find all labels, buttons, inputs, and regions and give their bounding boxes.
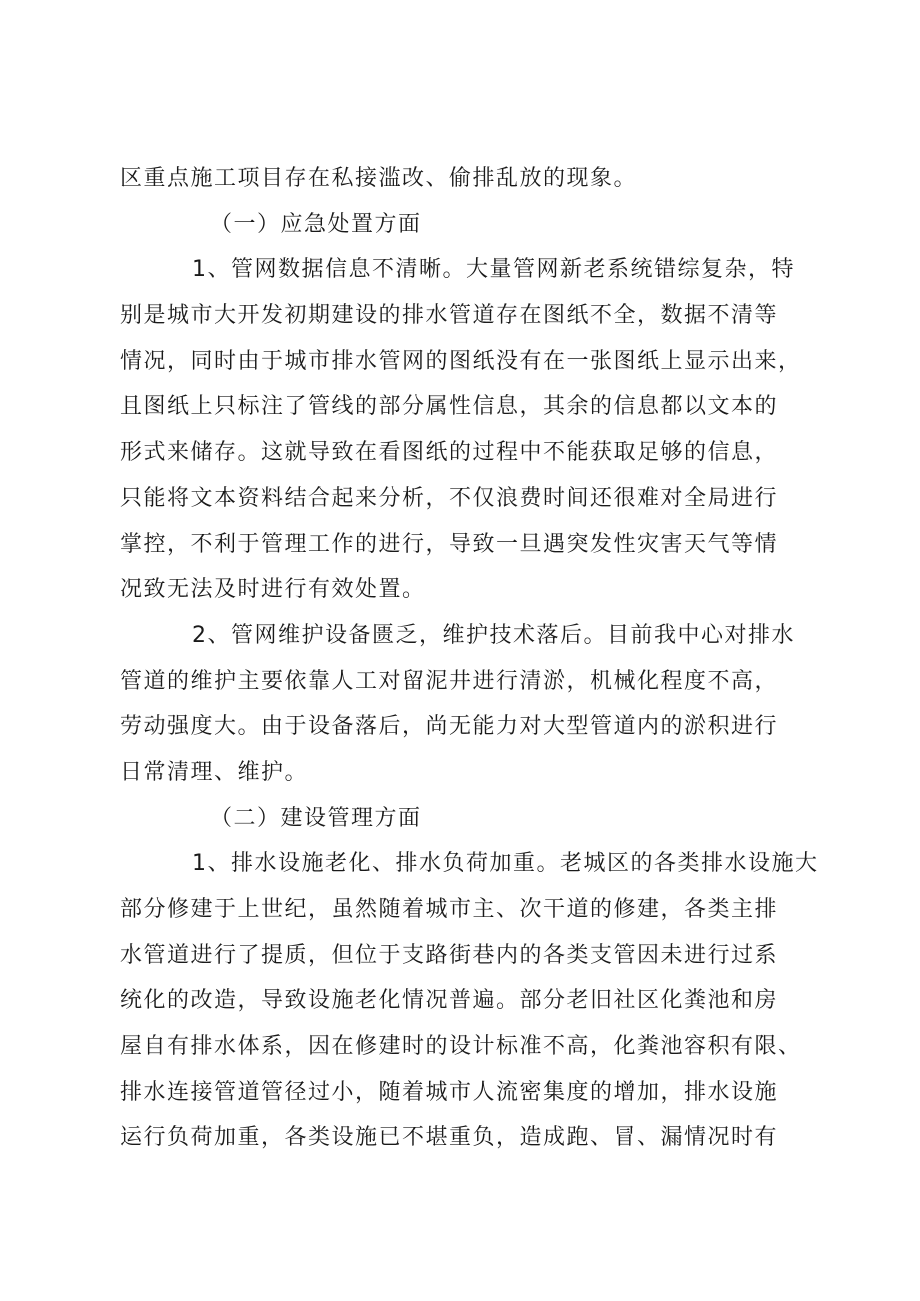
paragraph-line: 2、管网维护设备匮乏，维护技术落后。目前我中心对排水 [192,622,795,648]
paragraph-line: 屋自有排水体系，因在修建时的设计标准不高，化粪池容积有限、 [120,1034,802,1060]
paragraph-line: 1、管网数据信息不清晰。大量管网新老系统错综复杂，特 [192,257,795,283]
paragraph-line: 水管道进行了提质，但位于支路街巷内的各类支管因未进行过系 [120,942,779,968]
paragraph-line: 管道的维护主要依靠人工对留泥井进行清淤，机械化程度不高， [120,668,779,694]
section-heading: （一）应急处置方面 [210,211,422,237]
paragraph-line: 劳动强度大。由于设备落后，尚无能力对大型管道内的淤积进行 [120,714,779,740]
paragraph-line: 统化的改造，导致设施老化情况普遍。部分老旧社区化粪池和房 [120,988,779,1014]
section-heading: （二）建设管理方面 [210,805,422,831]
paragraph-line: 排水连接管道管径过小，随着城市人流密集度的增加，排水设施 [120,1079,779,1105]
paragraph-line: 情况，同时由于城市排水管网的图纸没有在一张图纸上显示出来， [120,348,802,374]
paragraph-line: 掌控，不利于管理工作的进行，导致一旦遇突发性灾害天气等情 [120,531,779,557]
paragraph-line: 区重点施工项目存在私接滥改、偷排乱放的现象。 [120,166,638,191]
document-body [120,156,819,1161]
paragraph-line: 日常清理、维护。 [120,759,309,785]
paragraph-line: 部分修建于上世纪，虽然随着城市主、次干道的修建，各类主排 [120,897,779,922]
paragraph-line: 运行负荷加重，各类设施已不堪重负，造成跑、冒、漏情况时有 [120,1125,779,1151]
paragraph-line: 况致无法及时进行有效处置。 [120,577,426,603]
paragraph-line: 别是城市大开发初期建设的排水管道存在图纸不全，数据不清等 [120,303,779,329]
paragraph-line: 且图纸上只标注了管线的部分属性信息，其余的信息都以文本的 [120,394,779,420]
paragraph-line: 1、排水设施老化、排水负荷加重。老城区的各类排水设施大 [192,851,819,877]
paragraph-line: 只能将文本资料结合起来分析，不仅浪费时间还很难对全局进行 [120,485,779,511]
paragraph-line: 形式来储存。这就导致在看图纸的过程中不能获取足够的信息， [120,440,779,466]
